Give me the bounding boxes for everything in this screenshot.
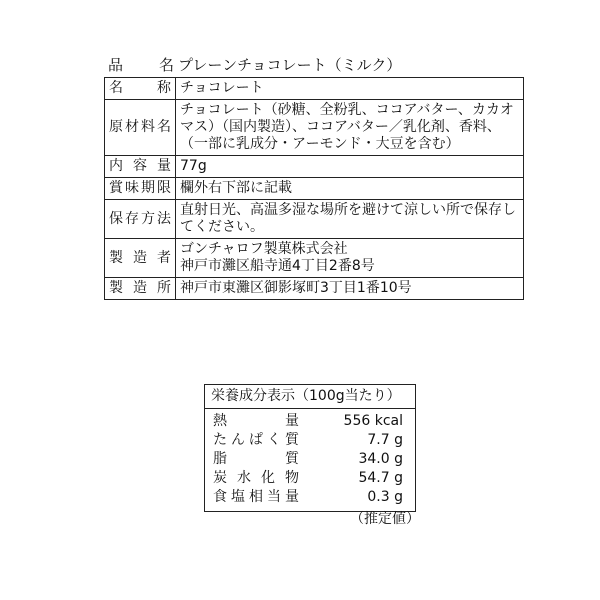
label-row-storage-label: 保存方法 bbox=[105, 200, 176, 239]
label-row-factory bbox=[105, 278, 524, 300]
nutrition-value-protein: 7.7 g bbox=[367, 432, 403, 448]
label-row-manufacturer-value bbox=[176, 239, 524, 278]
nutrition-row-protein bbox=[205, 431, 415, 450]
nutrition-title: 栄養成分表示（100g当たり） bbox=[205, 385, 415, 409]
label-row-storage bbox=[105, 200, 524, 239]
label-row-factory-label: 製 造 所 bbox=[105, 278, 176, 300]
label-row-content-value: 77g bbox=[176, 156, 524, 178]
nutrition-value-energy: 556 kcal bbox=[343, 413, 403, 429]
nutrition-name-fat: 脂 質 bbox=[213, 451, 299, 467]
label-row-manufacturer-label: 製 造 者 bbox=[105, 239, 176, 278]
product-name-value: プレーンチョコレート（ミルク） bbox=[178, 56, 402, 74]
nutrition-row-fat bbox=[205, 450, 415, 469]
nutrition-value-salt: 0.3 g bbox=[367, 489, 403, 505]
label-row-ingredients-label: 原材料名 bbox=[105, 100, 176, 156]
product-name-label: 品 名 bbox=[108, 56, 174, 74]
label-row-name-label: 名 称 bbox=[105, 78, 176, 100]
label-row-storage-value: 直射日光、高温多湿な場所を避けて涼しい所で保存してください。 bbox=[176, 200, 524, 239]
label-row-factory-value: 神戸市東灘区御影塚町3丁目1番10号 bbox=[176, 278, 524, 300]
label-row-name-value: チョコレート bbox=[176, 78, 524, 100]
label-row-best-before-label: 賞味期限 bbox=[105, 178, 176, 200]
nutrition-name-protein: たんぱく質 bbox=[213, 432, 299, 448]
nutrition-row-carbohydrate bbox=[205, 469, 415, 488]
nutrition-name-energy: 熱 量 bbox=[213, 413, 299, 429]
label-table bbox=[104, 77, 524, 300]
label-row-ingredients-value: チョコレート（砂糖、全粉乳、ココアバター、カカオマス）（国内製造）、ココアバター／乳化剤、香料、（一部に乳成分・アーモンド・大豆を含む） bbox=[176, 100, 524, 156]
nutrition-name-salt: 食塩相当量 bbox=[213, 489, 299, 505]
nutrition-facts-box bbox=[204, 384, 416, 512]
nutrition-name-carbohydrate: 炭水化物 bbox=[213, 470, 299, 486]
nutrition-value-fat: 34.0 g bbox=[358, 451, 403, 467]
manufacturer-address: 神戸市灘区船寺通4丁目2番8号 bbox=[180, 258, 375, 274]
label-row-ingredients bbox=[105, 100, 524, 156]
nutrition-rows bbox=[205, 409, 415, 511]
label-row-name bbox=[105, 78, 524, 100]
nutrition-value-carbohydrate: 54.7 g bbox=[358, 470, 403, 486]
nutrition-estimate-note: （推定値） bbox=[350, 511, 420, 527]
product-name-line bbox=[104, 54, 524, 76]
label-row-best-before bbox=[105, 178, 524, 200]
nutrition-row-energy bbox=[205, 412, 415, 431]
label-row-content bbox=[105, 156, 524, 178]
nutrition-row-salt bbox=[205, 488, 415, 507]
label-row-best-before-value: 欄外右下部に記載 bbox=[176, 178, 524, 200]
label-row-content-label: 内 容 量 bbox=[105, 156, 176, 178]
manufacturer-company: ゴンチャロフ製菓株式会社 bbox=[180, 241, 348, 257]
label-row-manufacturer bbox=[105, 239, 524, 278]
